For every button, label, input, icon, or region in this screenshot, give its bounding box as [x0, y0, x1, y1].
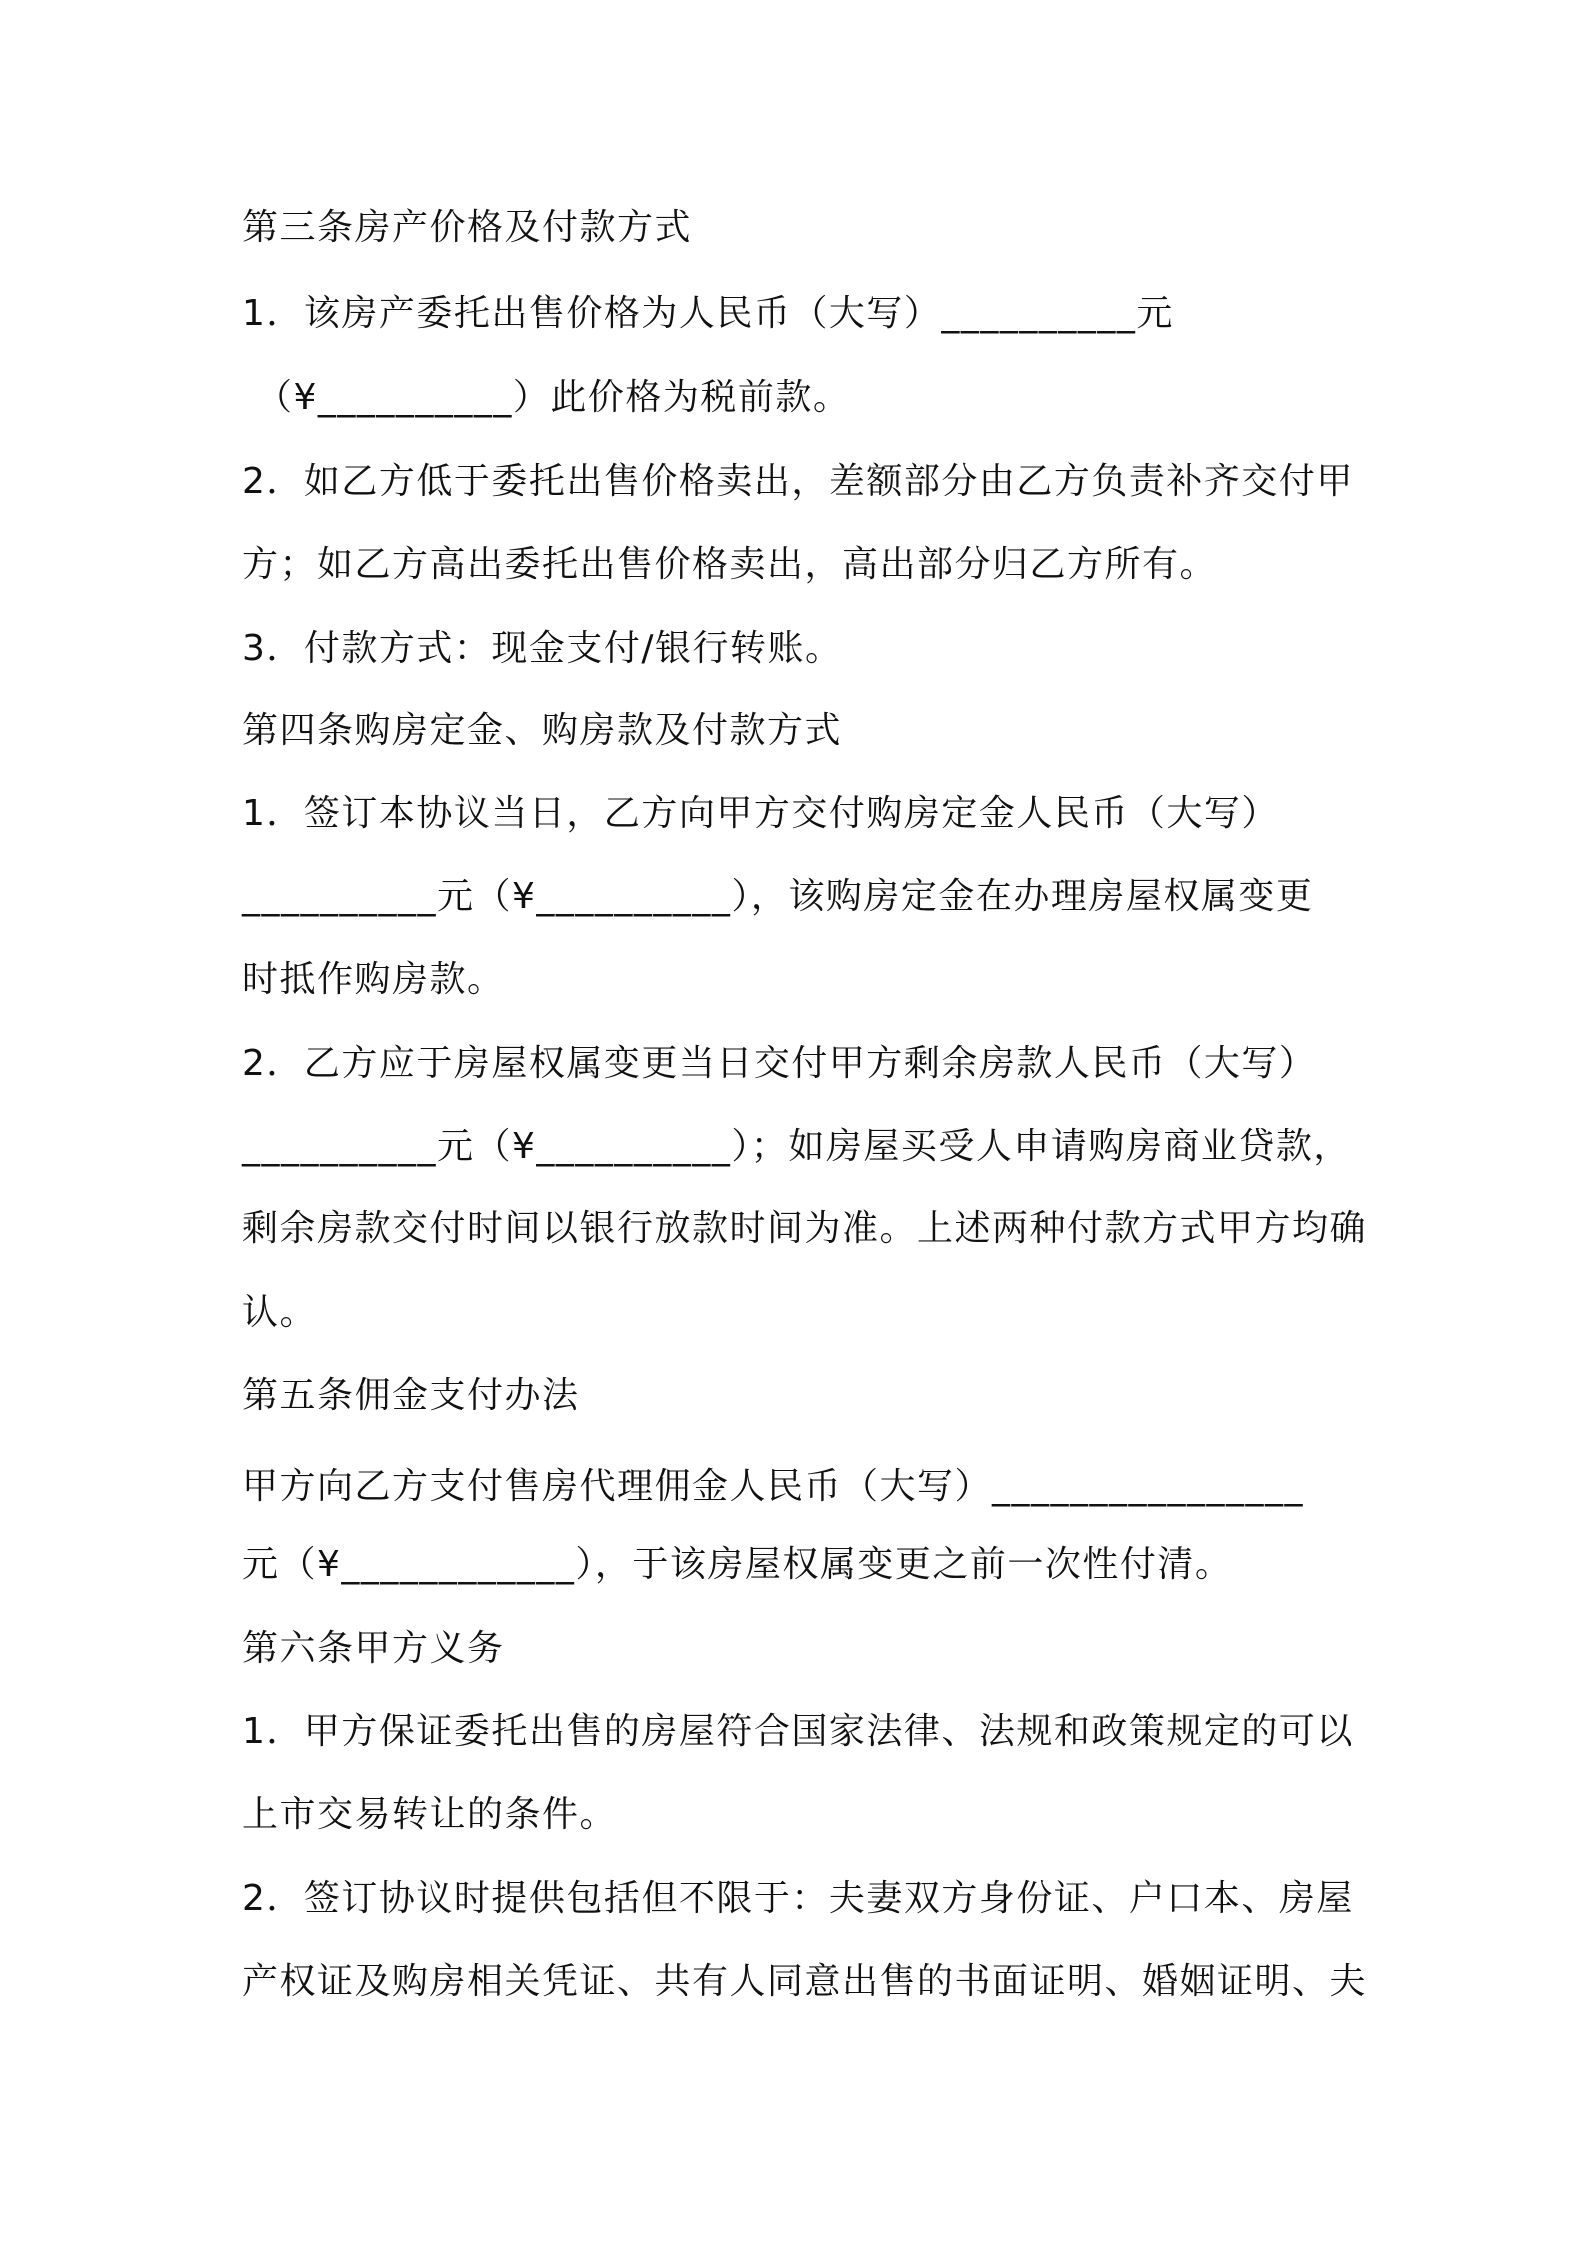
article-4-clause-2: 2．乙方应于房屋权属变更当日交付甲方剩余房款人民币（大写） [242, 1043, 1317, 1084]
article-5-body: 甲方向乙方支付售房代理佣金人民币（大写）________________ [242, 1466, 1305, 1507]
article-4-clause-1: 1．签订本协议当日，乙方向甲方交付购房定金人民币（大写） [242, 793, 1279, 834]
article-6-clause-1-cont: 上市交易转让的条件。 [242, 1794, 618, 1835]
article-3-clause-3: 3．付款方式：现金支付/银行转账。 [242, 628, 843, 669]
article-6-clause-1: 1．甲方保证委托出售的房屋符合国家法律、法规和政策规定的可以 [242, 1711, 1354, 1752]
article-5-body-cont: 元（¥____________），于该房屋权属变更之前一次性付清。 [242, 1544, 1233, 1585]
article-6-clause-2: 2．签订协议时提供包括但不限于：夫妻双方身份证、户口本、房屋 [242, 1878, 1354, 1919]
article-3-clause-2-cont: 方；如乙方高出委托出售价格卖出，高出部分归乙方所有。 [242, 544, 1218, 585]
article-3-clause-1: 1．该房产委托出售价格为人民币（大写）__________元 [242, 293, 1174, 334]
article-4-clause-2-cont: __________元（¥__________）；如房屋买受人申请购房商业贷款， [242, 1126, 1351, 1167]
article-4-clause-2-cont-2: 剩余房款交付时间以银行放款时间为准。上述两种付款方式甲方均确 [242, 1208, 1368, 1249]
article-3-clause-2: 2．如乙方低于委托出售价格卖出，差额部分由乙方负责补齐交付甲 [242, 461, 1354, 502]
article-5-heading: 第五条佣金支付办法 [242, 1375, 580, 1416]
article-4-heading: 第四条购房定金、购房款及付款方式 [242, 710, 843, 751]
article-4-clause-2-end: 认。 [242, 1292, 318, 1333]
article-6-clause-2-cont: 产权证及购房相关凭证、共有人同意出售的书面证明、婚姻证明、夫 [242, 1961, 1368, 2002]
article-4-clause-1-cont: __________元（¥__________），该购房定金在办理房屋权属变更 [242, 876, 1314, 917]
article-3-heading: 第三条房产价格及付款方式 [242, 207, 693, 248]
article-4-clause-1-end: 时抵作购房款。 [242, 959, 505, 1000]
article-3-clause-1-cont: （¥__________）此价格为税前款。 [256, 377, 851, 418]
article-6-heading: 第六条甲方义务 [242, 1628, 505, 1669]
